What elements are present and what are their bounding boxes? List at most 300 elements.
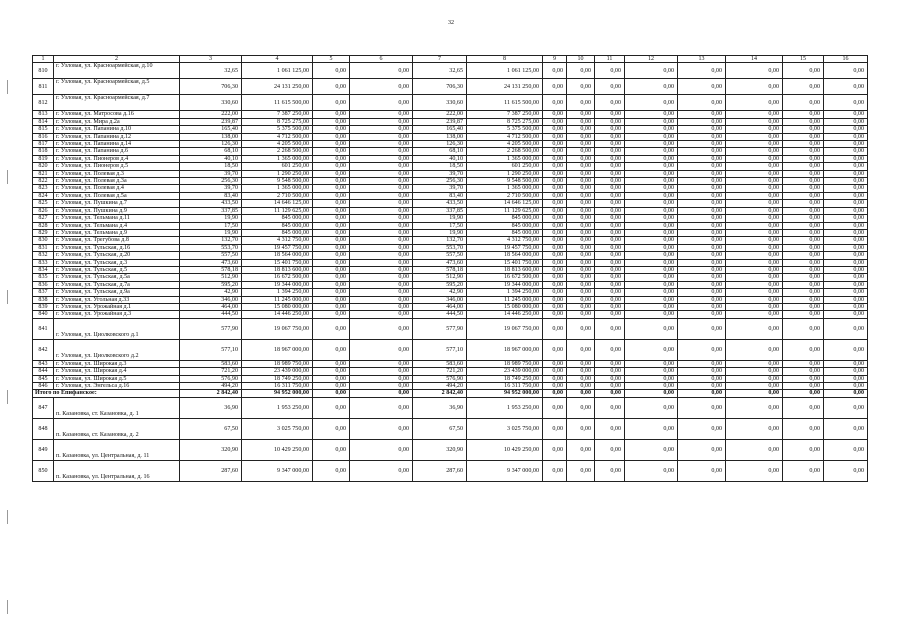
value-cell: 0,00 xyxy=(595,296,625,303)
value-cell: 1 394 250,00 xyxy=(467,289,543,296)
value-cell: 0,00 xyxy=(543,192,567,199)
row-number-cell: 814 xyxy=(33,118,54,125)
value-cell: 0,00 xyxy=(625,192,678,199)
value-cell: 0,00 xyxy=(543,311,567,318)
value-cell: 0,00 xyxy=(783,163,824,170)
value-cell: 0,00 xyxy=(350,95,413,111)
value-cell: 0,00 xyxy=(678,141,726,148)
value-cell: 0,00 xyxy=(824,303,868,310)
value-cell: 0,00 xyxy=(350,133,413,140)
value-cell: 8 725 275,00 xyxy=(242,118,313,125)
value-cell: 0,00 xyxy=(783,95,824,111)
table-row xyxy=(33,155,868,162)
value-cell: 0,00 xyxy=(350,439,413,460)
value-cell: 11 129 625,00 xyxy=(242,207,313,214)
value-cell: 19,90 xyxy=(180,229,242,236)
value-cell: 0,00 xyxy=(567,281,595,288)
value-cell: 1 290 250,00 xyxy=(242,170,313,177)
value-cell: 68,10 xyxy=(180,148,242,155)
address-cell: г. Узловая, ул. Папанина д.14 xyxy=(54,141,180,148)
value-cell: 0,00 xyxy=(726,126,783,133)
value-cell: 0,00 xyxy=(595,439,625,460)
value-cell: 0,00 xyxy=(824,289,868,296)
value-cell: 0,00 xyxy=(625,207,678,214)
value-cell: 0,00 xyxy=(678,318,726,339)
row-number-cell: 845 xyxy=(33,375,54,382)
table-row xyxy=(33,215,868,222)
value-cell: 0,00 xyxy=(543,266,567,273)
table-row xyxy=(33,141,868,148)
value-cell: 0,00 xyxy=(824,397,868,418)
value-cell: 7 387 250,00 xyxy=(242,111,313,118)
table-row xyxy=(33,244,868,251)
value-cell: 464,00 xyxy=(413,303,467,310)
value-cell: 0,00 xyxy=(625,460,678,481)
value-cell: 0,00 xyxy=(313,318,350,339)
value-cell: 0,00 xyxy=(313,133,350,140)
value-cell: 0,00 xyxy=(726,170,783,177)
value-cell: 0,00 xyxy=(313,192,350,199)
row-number-cell: 850 xyxy=(33,460,54,481)
value-cell: 126,30 xyxy=(413,141,467,148)
address-cell: г. Узловая, ул. Тульская, д.7а xyxy=(54,281,180,288)
total-value-cell: 0,00 xyxy=(625,390,678,397)
value-cell: 0,00 xyxy=(543,79,567,95)
value-cell: 0,00 xyxy=(567,274,595,281)
value-cell: 0,00 xyxy=(678,375,726,382)
value-cell: 494,20 xyxy=(413,383,467,390)
value-cell: 0,00 xyxy=(625,118,678,125)
value-cell: 0,00 xyxy=(678,266,726,273)
value-cell: 0,00 xyxy=(824,141,868,148)
value-cell: 0,00 xyxy=(678,274,726,281)
row-number-cell: 830 xyxy=(33,237,54,244)
value-cell: 0,00 xyxy=(313,178,350,185)
value-cell: 8 725 275,00 xyxy=(467,118,543,125)
value-cell: 0,00 xyxy=(595,360,625,367)
value-cell: 0,00 xyxy=(678,418,726,439)
value-cell: 0,00 xyxy=(625,418,678,439)
value-cell: 0,00 xyxy=(595,281,625,288)
value-cell: 601 250,00 xyxy=(467,163,543,170)
address-cell: г. Узловая, ул. Тульская, д.20 xyxy=(54,252,180,259)
value-cell: 11 245 000,00 xyxy=(242,296,313,303)
row-number-cell: 827 xyxy=(33,215,54,222)
value-cell: 0,00 xyxy=(313,185,350,192)
value-cell: 0,00 xyxy=(824,63,868,79)
value-cell: 126,30 xyxy=(180,141,242,148)
row-number-cell: 843 xyxy=(33,360,54,367)
row-number-cell: 846 xyxy=(33,383,54,390)
value-cell: 0,00 xyxy=(350,244,413,251)
value-cell: 0,00 xyxy=(350,318,413,339)
value-cell: 0,00 xyxy=(783,439,824,460)
value-cell: 0,00 xyxy=(625,141,678,148)
value-cell: 0,00 xyxy=(726,368,783,375)
value-cell: 19 457 750,00 xyxy=(467,244,543,251)
value-cell: 0,00 xyxy=(543,383,567,390)
value-cell: 0,00 xyxy=(783,281,824,288)
value-cell: 0,00 xyxy=(625,237,678,244)
total-label: Итого по Епифанское: xyxy=(33,390,180,397)
value-cell: 15 080 000,00 xyxy=(467,303,543,310)
value-cell: 0,00 xyxy=(783,200,824,207)
value-cell: 4 312 750,00 xyxy=(242,237,313,244)
value-cell: 0,00 xyxy=(567,207,595,214)
row-number-cell: 832 xyxy=(33,252,54,259)
table-row xyxy=(33,296,868,303)
value-cell: 0,00 xyxy=(543,118,567,125)
value-cell: 4 712 500,00 xyxy=(242,133,313,140)
value-cell: 577,10 xyxy=(413,339,467,360)
table-row xyxy=(33,289,868,296)
value-cell: 0,00 xyxy=(313,303,350,310)
value-cell: 0,00 xyxy=(824,311,868,318)
address-cell: г. Узловая, ул. Широкая д.4 xyxy=(54,368,180,375)
value-cell: 18 989 750,00 xyxy=(467,360,543,367)
value-cell: 138,00 xyxy=(180,133,242,140)
value-cell: 706,30 xyxy=(413,79,467,95)
value-cell: 0,00 xyxy=(726,148,783,155)
address-cell: г. Узловая, ул. Широкая д.3 xyxy=(54,360,180,367)
value-cell: 0,00 xyxy=(313,266,350,273)
value-cell: 0,00 xyxy=(313,222,350,229)
value-cell: 577,90 xyxy=(413,318,467,339)
value-cell: 0,00 xyxy=(824,439,868,460)
value-cell: 16 672 500,00 xyxy=(242,274,313,281)
value-cell: 0,00 xyxy=(783,418,824,439)
value-cell: 0,00 xyxy=(595,192,625,199)
value-cell: 473,60 xyxy=(413,259,467,266)
value-cell: 0,00 xyxy=(824,318,868,339)
value-cell: 0,00 xyxy=(726,111,783,118)
value-cell: 0,00 xyxy=(595,375,625,382)
value-cell: 0,00 xyxy=(595,229,625,236)
row-number-cell: 821 xyxy=(33,170,54,177)
value-cell: 0,00 xyxy=(824,163,868,170)
value-cell: 0,00 xyxy=(625,318,678,339)
value-cell: 0,00 xyxy=(783,318,824,339)
value-cell: 165,40 xyxy=(180,126,242,133)
total-value-cell: 0,00 xyxy=(824,390,868,397)
value-cell: 0,00 xyxy=(625,266,678,273)
value-cell: 0,00 xyxy=(824,170,868,177)
value-cell: 0,00 xyxy=(783,118,824,125)
value-cell: 39,70 xyxy=(180,170,242,177)
row-number-cell: 817 xyxy=(33,141,54,148)
value-cell: 0,00 xyxy=(678,439,726,460)
value-cell: 0,00 xyxy=(313,281,350,288)
value-cell: 0,00 xyxy=(543,339,567,360)
value-cell: 10 429 250,00 xyxy=(242,439,313,460)
value-cell: 0,00 xyxy=(567,418,595,439)
row-number-cell: 822 xyxy=(33,178,54,185)
row-number-cell: 829 xyxy=(33,229,54,236)
value-cell: 0,00 xyxy=(313,289,350,296)
value-cell: 0,00 xyxy=(567,215,595,222)
value-cell: 553,70 xyxy=(413,244,467,251)
table-row xyxy=(33,418,868,439)
row-number-cell: 839 xyxy=(33,303,54,310)
value-cell: 0,00 xyxy=(595,207,625,214)
value-cell: 337,85 xyxy=(413,207,467,214)
value-cell: 0,00 xyxy=(783,111,824,118)
value-cell: 0,00 xyxy=(678,63,726,79)
total-value-cell: 0,00 xyxy=(726,390,783,397)
value-cell: 0,00 xyxy=(783,252,824,259)
value-cell: 0,00 xyxy=(678,296,726,303)
value-cell: 0,00 xyxy=(726,222,783,229)
value-cell: 0,00 xyxy=(350,141,413,148)
value-cell: 256,30 xyxy=(413,178,467,185)
value-cell: 0,00 xyxy=(313,368,350,375)
value-cell: 0,00 xyxy=(678,303,726,310)
value-cell: 0,00 xyxy=(595,215,625,222)
table-row xyxy=(33,460,868,481)
value-cell: 0,00 xyxy=(350,259,413,266)
value-cell: 0,00 xyxy=(350,289,413,296)
value-cell: 0,00 xyxy=(595,141,625,148)
total-value-cell: 0,00 xyxy=(543,390,567,397)
value-cell: 0,00 xyxy=(783,397,824,418)
value-cell: 9 548 500,00 xyxy=(242,178,313,185)
value-cell: 0,00 xyxy=(350,111,413,118)
value-cell: 0,00 xyxy=(726,229,783,236)
value-cell: 0,00 xyxy=(783,229,824,236)
value-cell: 0,00 xyxy=(595,237,625,244)
table-row xyxy=(33,274,868,281)
value-cell: 0,00 xyxy=(824,274,868,281)
column-header: 2 xyxy=(54,56,180,63)
value-cell: 18 967 000,00 xyxy=(242,339,313,360)
total-value-cell: 2 842,40 xyxy=(180,390,242,397)
value-cell: 0,00 xyxy=(625,439,678,460)
table-row xyxy=(33,111,868,118)
value-cell: 0,00 xyxy=(678,200,726,207)
row-number-cell: 818 xyxy=(33,148,54,155)
value-cell: 0,00 xyxy=(783,148,824,155)
value-cell: 9 347 000,00 xyxy=(242,460,313,481)
address-cell: г. Узловая, ул. Полевая д.3 xyxy=(54,170,180,177)
value-cell: 0,00 xyxy=(824,237,868,244)
value-cell: 132,70 xyxy=(180,237,242,244)
value-cell: 18 564 000,00 xyxy=(467,252,543,259)
value-cell: 0,00 xyxy=(595,418,625,439)
value-cell: 0,00 xyxy=(625,252,678,259)
value-cell: 0,00 xyxy=(678,383,726,390)
value-cell: 0,00 xyxy=(595,95,625,111)
row-number-cell: 812 xyxy=(33,95,54,111)
value-cell: 0,00 xyxy=(783,266,824,273)
value-cell: 0,00 xyxy=(726,237,783,244)
value-cell: 2 710 500,00 xyxy=(467,192,543,199)
value-cell: 24 131 250,00 xyxy=(467,79,543,95)
value-cell: 0,00 xyxy=(313,460,350,481)
address-cell: г. Узловая, ул. Пионеров д.4 xyxy=(54,155,180,162)
value-cell: 473,60 xyxy=(180,259,242,266)
value-cell: 0,00 xyxy=(543,318,567,339)
value-cell: 0,00 xyxy=(824,126,868,133)
value-cell: 0,00 xyxy=(567,266,595,273)
address-cell: г. Узловая, ул. Угольная д.33 xyxy=(54,296,180,303)
value-cell: 239,87 xyxy=(413,118,467,125)
value-cell: 553,70 xyxy=(180,244,242,251)
value-cell: 845 000,00 xyxy=(467,222,543,229)
row-number-cell: 813 xyxy=(33,111,54,118)
value-cell: 0,00 xyxy=(567,178,595,185)
value-cell: 0,00 xyxy=(625,296,678,303)
value-cell: 0,00 xyxy=(783,303,824,310)
data-table xyxy=(32,55,868,482)
value-cell: 0,00 xyxy=(313,252,350,259)
table-row xyxy=(33,185,868,192)
value-cell: 0,00 xyxy=(824,281,868,288)
row-number-cell: 811 xyxy=(33,79,54,95)
value-cell: 0,00 xyxy=(567,237,595,244)
value-cell: 1 365 000,00 xyxy=(467,155,543,162)
value-cell: 16 311 750,00 xyxy=(467,383,543,390)
value-cell: 0,00 xyxy=(726,259,783,266)
value-cell: 0,00 xyxy=(783,178,824,185)
value-cell: 132,70 xyxy=(413,237,467,244)
value-cell: 0,00 xyxy=(726,141,783,148)
value-cell: 845 000,00 xyxy=(242,229,313,236)
value-cell: 0,00 xyxy=(595,133,625,140)
value-cell: 0,00 xyxy=(350,296,413,303)
value-cell: 0,00 xyxy=(625,133,678,140)
value-cell: 0,00 xyxy=(350,192,413,199)
value-cell: 577,90 xyxy=(180,318,242,339)
address-cell: г. Узловая, ул. Пионеров д.5 xyxy=(54,163,180,170)
value-cell: 0,00 xyxy=(567,163,595,170)
value-cell: 0,00 xyxy=(595,148,625,155)
value-cell: 0,00 xyxy=(678,281,726,288)
value-cell: 0,00 xyxy=(350,237,413,244)
value-cell: 0,00 xyxy=(313,311,350,318)
value-cell: 0,00 xyxy=(567,289,595,296)
value-cell: 0,00 xyxy=(313,375,350,382)
value-cell: 4 312 750,00 xyxy=(467,237,543,244)
value-cell: 0,00 xyxy=(783,63,824,79)
value-cell: 0,00 xyxy=(543,289,567,296)
value-cell: 0,00 xyxy=(595,339,625,360)
table-row xyxy=(33,192,868,199)
value-cell: 0,00 xyxy=(824,111,868,118)
value-cell: 36,90 xyxy=(180,397,242,418)
value-cell: 0,00 xyxy=(726,155,783,162)
value-cell: 0,00 xyxy=(726,163,783,170)
total-value-cell: 0,00 xyxy=(350,390,413,397)
value-cell: 0,00 xyxy=(783,141,824,148)
value-cell: 0,00 xyxy=(543,360,567,367)
column-header: 8 xyxy=(467,56,543,63)
table-row xyxy=(33,207,868,214)
value-cell: 464,00 xyxy=(180,303,242,310)
value-cell: 0,00 xyxy=(567,259,595,266)
value-cell: 0,00 xyxy=(567,155,595,162)
value-cell: 1 290 250,00 xyxy=(467,170,543,177)
value-cell: 0,00 xyxy=(625,289,678,296)
value-cell: 19 344 000,00 xyxy=(467,281,543,288)
value-cell: 0,00 xyxy=(350,281,413,288)
value-cell: 494,20 xyxy=(180,383,242,390)
value-cell: 0,00 xyxy=(783,170,824,177)
value-cell: 15 401 750,00 xyxy=(467,259,543,266)
value-cell: 0,00 xyxy=(567,222,595,229)
row-number-cell: 833 xyxy=(33,259,54,266)
value-cell: 0,00 xyxy=(783,368,824,375)
value-cell: 0,00 xyxy=(678,148,726,155)
value-cell: 0,00 xyxy=(350,126,413,133)
value-cell: 0,00 xyxy=(824,207,868,214)
value-cell: 23 439 000,00 xyxy=(242,368,313,375)
table-row xyxy=(33,266,868,273)
value-cell: 0,00 xyxy=(726,289,783,296)
table-row xyxy=(33,170,868,177)
value-cell: 0,00 xyxy=(726,418,783,439)
value-cell: 0,00 xyxy=(824,118,868,125)
value-cell: 0,00 xyxy=(543,229,567,236)
address-cell: г. Узловая, ул. Тульская, д.5 xyxy=(54,266,180,273)
value-cell: 11 615 500,00 xyxy=(467,95,543,111)
value-cell: 0,00 xyxy=(595,460,625,481)
address-cell: г. Узловая, ул. Полевая д.4 xyxy=(54,185,180,192)
value-cell: 601 250,00 xyxy=(242,163,313,170)
address-cell: г. Узловая, ул. Матросова д.16 xyxy=(54,111,180,118)
value-cell: 0,00 xyxy=(313,439,350,460)
value-cell: 583,60 xyxy=(413,360,467,367)
table-header-row xyxy=(33,56,868,63)
value-cell: 0,00 xyxy=(543,296,567,303)
value-cell: 0,00 xyxy=(625,229,678,236)
total-value-cell: 0,00 xyxy=(313,390,350,397)
address-cell: г. Узловая, ул. Циолковского д.1 xyxy=(54,318,180,339)
value-cell: 706,30 xyxy=(180,79,242,95)
value-cell: 0,00 xyxy=(678,259,726,266)
value-cell: 0,00 xyxy=(595,178,625,185)
value-cell: 19 067 750,00 xyxy=(467,318,543,339)
value-cell: 0,00 xyxy=(543,185,567,192)
value-cell: 0,00 xyxy=(783,296,824,303)
value-cell: 0,00 xyxy=(350,339,413,360)
value-cell: 0,00 xyxy=(595,163,625,170)
value-cell: 330,60 xyxy=(413,95,467,111)
value-cell: 0,00 xyxy=(350,229,413,236)
total-value-cell: 94 952 000,00 xyxy=(467,390,543,397)
value-cell: 0,00 xyxy=(824,383,868,390)
address-cell: г. Узловая, ул. Циолковского д.2 xyxy=(54,339,180,360)
value-cell: 0,00 xyxy=(313,397,350,418)
address-cell: п. Казановка, ул. Центральная, д. 16 xyxy=(54,460,180,481)
value-cell: 0,00 xyxy=(543,63,567,79)
row-number-cell: 841 xyxy=(33,318,54,339)
value-cell: 0,00 xyxy=(595,244,625,251)
value-cell: 0,00 xyxy=(625,95,678,111)
value-cell: 0,00 xyxy=(543,368,567,375)
value-cell: 0,00 xyxy=(726,383,783,390)
value-cell: 0,00 xyxy=(726,200,783,207)
value-cell: 0,00 xyxy=(567,252,595,259)
value-cell: 0,00 xyxy=(726,95,783,111)
value-cell: 0,00 xyxy=(350,368,413,375)
value-cell: 0,00 xyxy=(543,237,567,244)
value-cell: 444,50 xyxy=(180,311,242,318)
value-cell: 0,00 xyxy=(567,375,595,382)
value-cell: 0,00 xyxy=(567,200,595,207)
value-cell: 0,00 xyxy=(625,222,678,229)
value-cell: 0,00 xyxy=(350,418,413,439)
value-cell: 0,00 xyxy=(350,252,413,259)
